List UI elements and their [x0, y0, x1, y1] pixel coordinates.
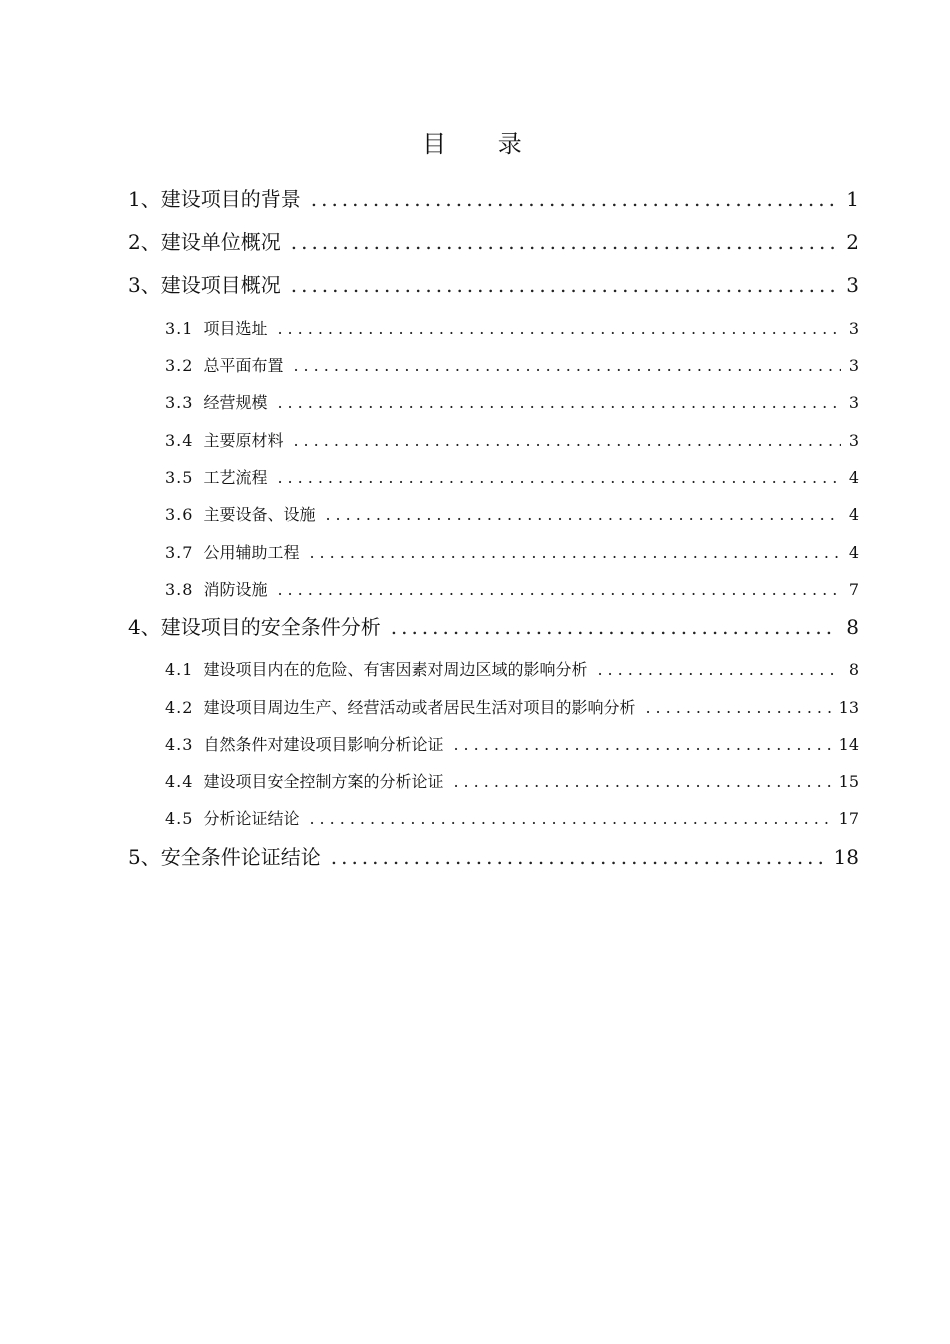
toc-entry-label: 项目选址: [203, 319, 268, 338]
toc-entry-3[interactable]: [128, 270, 859, 300]
toc-entry-3-6[interactable]: [165, 502, 859, 528]
toc-entry-3-4[interactable]: [165, 428, 859, 454]
toc-dot-leader: [391, 612, 839, 642]
toc-entry-label: 安全条件论证结论: [160, 845, 321, 869]
toc-entry-page: 18: [833, 845, 859, 869]
toc-dot-leader: [291, 227, 839, 257]
toc-entry-3-8[interactable]: [165, 577, 859, 603]
toc-entry-page: 3: [848, 356, 859, 375]
toc-entry-number: 4.5: [165, 809, 194, 828]
toc-entry-page: 4: [848, 543, 859, 562]
toc-entry-page: 13: [838, 698, 859, 717]
toc-entry-1[interactable]: [128, 184, 859, 214]
toc-entry-label: 消防设施: [203, 580, 268, 599]
toc-entry-page: 1: [846, 187, 859, 211]
toc-entry-label: 建设项目概况: [160, 273, 281, 297]
toc-entry-number: 3.4: [165, 431, 194, 450]
toc-entry-number: 5、: [128, 845, 161, 869]
toc-entry-label: 建设单位概况: [160, 230, 281, 254]
toc-entry-label: 建设项目的安全条件分析: [160, 615, 381, 639]
toc-dot-leader: [277, 465, 840, 491]
toc-entry-page: 3: [848, 319, 859, 338]
toc-entry-page: 3: [848, 431, 859, 450]
toc-entry-number: 3.7: [165, 543, 194, 562]
toc-entry-4-2[interactable]: [165, 695, 859, 721]
toc-entry-3-1[interactable]: [165, 316, 859, 342]
toc-entry-page: 4: [848, 468, 859, 487]
toc-entry-label: 经营规模: [203, 393, 268, 412]
toc-entry-4-4[interactable]: [165, 769, 859, 795]
toc-dot-leader: [309, 806, 830, 832]
toc-entry-3-2[interactable]: [165, 353, 859, 379]
toc-entry-number: 3.6: [165, 505, 194, 524]
toc-entry-number: 4.3: [165, 735, 194, 754]
toc-entry-number: 3.8: [165, 580, 194, 599]
toc-entry-label: 建设项目内在的危险、有害因素对周边区域的影响分析: [203, 660, 588, 679]
toc-entry-number: 3.3: [165, 393, 194, 412]
toc-entry-2[interactable]: [128, 227, 859, 257]
toc-dot-leader: [309, 540, 840, 566]
toc-entry-page: 8: [848, 660, 859, 679]
toc-entry-number: 4.1: [165, 660, 194, 679]
toc-entry-number: 2、: [128, 230, 161, 254]
toc-entry-4-1[interactable]: [165, 657, 859, 683]
toc-dot-leader: [453, 769, 830, 795]
toc-dot-leader: [311, 184, 839, 214]
toc-entry-page: 3: [848, 393, 859, 412]
toc-entry-4[interactable]: [128, 612, 859, 642]
toc-entry-label: 分析论证结论: [203, 809, 300, 828]
toc-entry-number: 4.2: [165, 698, 194, 717]
toc-dot-leader: [597, 657, 840, 683]
toc-dot-leader: [277, 316, 840, 342]
toc-entry-number: 3、: [128, 273, 161, 297]
toc-entry-4-3[interactable]: [165, 732, 859, 758]
toc-entry-4-5[interactable]: [165, 806, 859, 832]
toc-entry-3-3[interactable]: [165, 390, 859, 416]
toc-entry-label: 工艺流程: [203, 468, 268, 487]
toc-dot-leader: [453, 732, 830, 758]
toc-entry-label: 总平面布置: [203, 356, 284, 375]
toc-entry-page: 3: [846, 273, 859, 297]
toc-dot-leader: [291, 270, 839, 300]
toc-entry-page: 17: [838, 809, 859, 828]
toc-entry-number: 3.5: [165, 468, 194, 487]
toc-entry-page: 4: [848, 505, 859, 524]
toc-entry-3-7[interactable]: [165, 540, 859, 566]
toc-dot-leader: [325, 502, 840, 528]
toc-entry-label: 建设项目安全控制方案的分析论证: [203, 772, 444, 791]
toc-dot-leader: [293, 428, 840, 454]
toc-entry-number: 3.1: [165, 319, 194, 338]
toc-entry-label: 自然条件对建设项目影响分析论证: [203, 735, 444, 754]
toc-entry-label: 主要设备、设施: [203, 505, 316, 524]
toc-entry-page: 14: [838, 735, 859, 754]
toc-entry-number: 4、: [128, 615, 161, 639]
toc-dot-leader: [645, 695, 830, 721]
toc-entry-5[interactable]: [128, 842, 859, 872]
toc-dot-leader: [293, 353, 840, 379]
toc-entry-3-5[interactable]: [165, 465, 859, 491]
toc-entry-page: 7: [848, 580, 859, 599]
toc-entry-number: 1、: [128, 187, 161, 211]
toc-entry-number: 4.4: [165, 772, 194, 791]
toc-dot-leader: [331, 842, 826, 872]
toc-dot-leader: [277, 390, 840, 416]
toc-entry-label: 建设项目的背景: [160, 187, 301, 211]
toc-entry-page: 15: [838, 772, 859, 791]
toc-entry-label: 主要原材料: [203, 431, 284, 450]
toc-entry-label: 公用辅助工程: [203, 543, 300, 562]
toc-dot-leader: [277, 577, 840, 603]
toc-entry-page: 8: [846, 615, 859, 639]
toc-entry-label: 建设项目周边生产、经营活动或者居民生活对项目的影响分析: [203, 698, 636, 717]
toc-title: 目 录: [422, 130, 544, 158]
toc-entry-number: 3.2: [165, 356, 194, 375]
toc-entry-page: 2: [846, 230, 859, 254]
